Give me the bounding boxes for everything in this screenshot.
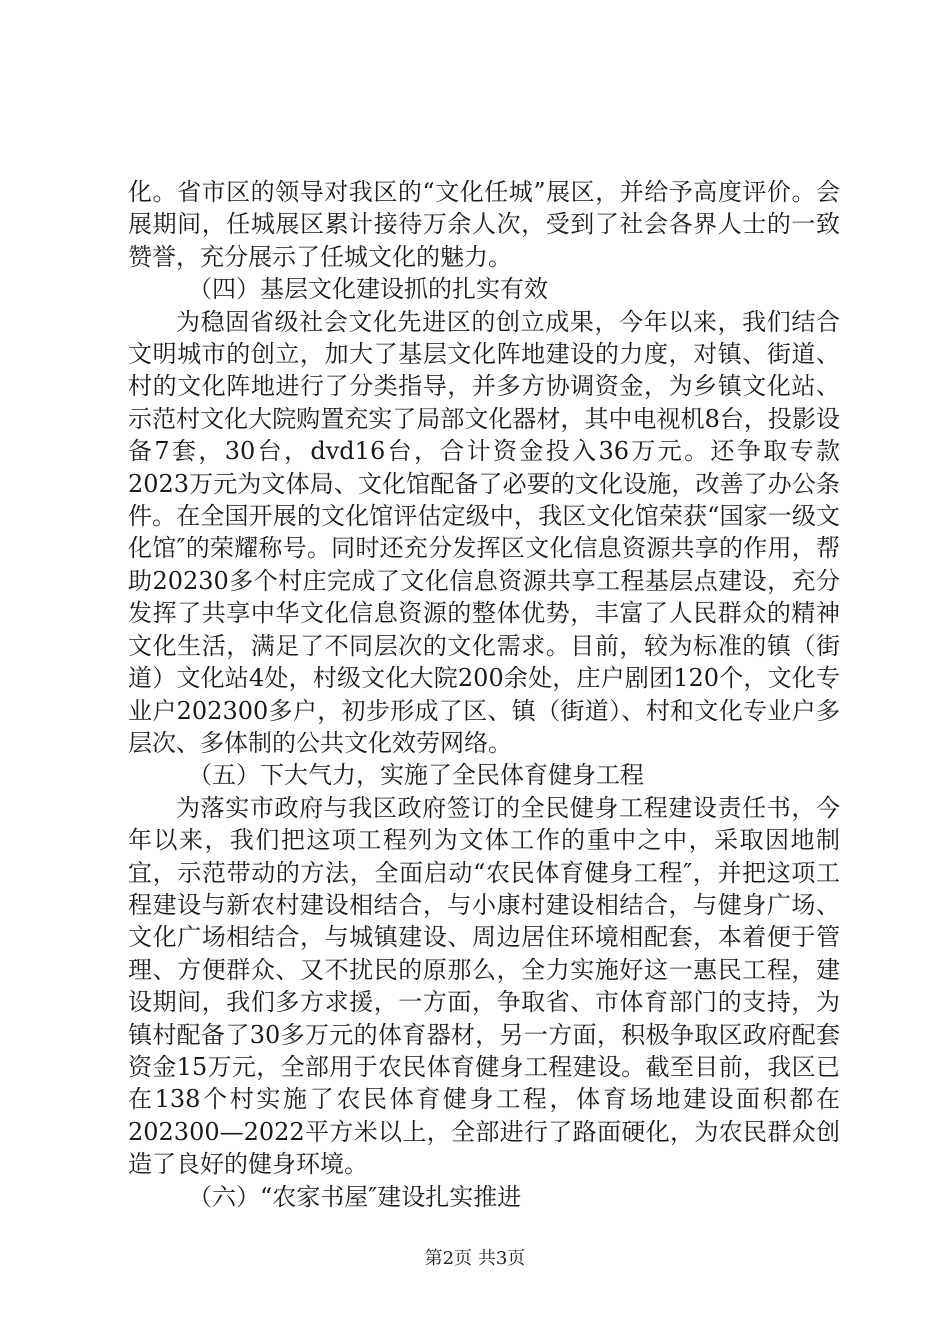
section-heading-5: （五）下大气力，实施了全民体育健身工程 <box>188 761 644 790</box>
paragraph-continuation: 化。省市区的领导对我区的“文化任城”展区，并给予高度评价。会展期间，任城展区累计接待万余人次，受到了社会各界人士的一致赞誉，充分展示了任城文化的魅力。 <box>128 178 840 271</box>
section-heading-4: （四）基层文化建设抓的扎实有效 <box>188 275 548 304</box>
page-number-footer: 第2页 共3页 <box>424 1248 526 1269</box>
paragraph-fitness-project: 为落实市政府与我区政府签订的全民健身工程建设责任书，今年以来，我们把这项工程列为文体工作的重中之中，采取因地制宜，示范带动的方法，全面启动“农民体育健身工程″，并把这项工程建设与新农村建设相结合，与小康村建设相结合，与健身广场、文化广场相结合，与城镇建设、周边居住环境相配套，本着便于管理、方便群众、又不扰民的原那么，全力实施好这一惠民工程，建设期间，我们多方求援，一方面，争取省、市体育部门的支持，为镇村配备了30多万元的体育器材，另一方面，积极争取区政府配套资金15万元，全部用于农民体育健身工程建设。截至目前，我区已在138个村实施了农民体育健身工程，体育场地建设面积都在202300—2022平方米以上，全部进行了路面硬化，为农民群众创造了良好的健身环境。 <box>128 793 840 1179</box>
section-heading-6: （六）“农家书屋″建设扎实推进 <box>188 1182 522 1211</box>
paragraph-grassroots-culture: 为稳固省级社会文化先进区的创立成果，今年以来，我们结合文明城市的创立，加大了基层文化阵地建设的力度，对镇、街道、村的文化阵地进行了分类指导，并多方协调资金，为乡镇文化站、示范村文化大院购置充实了局部文化器材，其中电视机8台，投影设备7套，30台，dvd16台，合计资金投入36万元。还争取专款2023万元为文体局、文化馆配备了必要的文化设施，改善了办公条件。在全国开展的文化馆评估定级中，我区文化馆荣获“国家一级文化馆″的荣耀称号。同时还充分发挥区文化信息资源共享的作用，帮助20230多个村庄完成了文化信息资源共享工程基层点建设，充分发挥了共享中华文化信息资源的整体优势，丰富了人民群众的精神文化生活，满足了不同层次的文化需求。目前，较为标准的镇（街道）文化站4处，村级文化大院200余处，庄户剧团120个，文化专业户202300多户，初步形成了区、镇（街道）、村和文化专业户多层次、多体制的公共文化效劳网络。 <box>128 307 840 757</box>
document-body <box>128 176 840 1213</box>
